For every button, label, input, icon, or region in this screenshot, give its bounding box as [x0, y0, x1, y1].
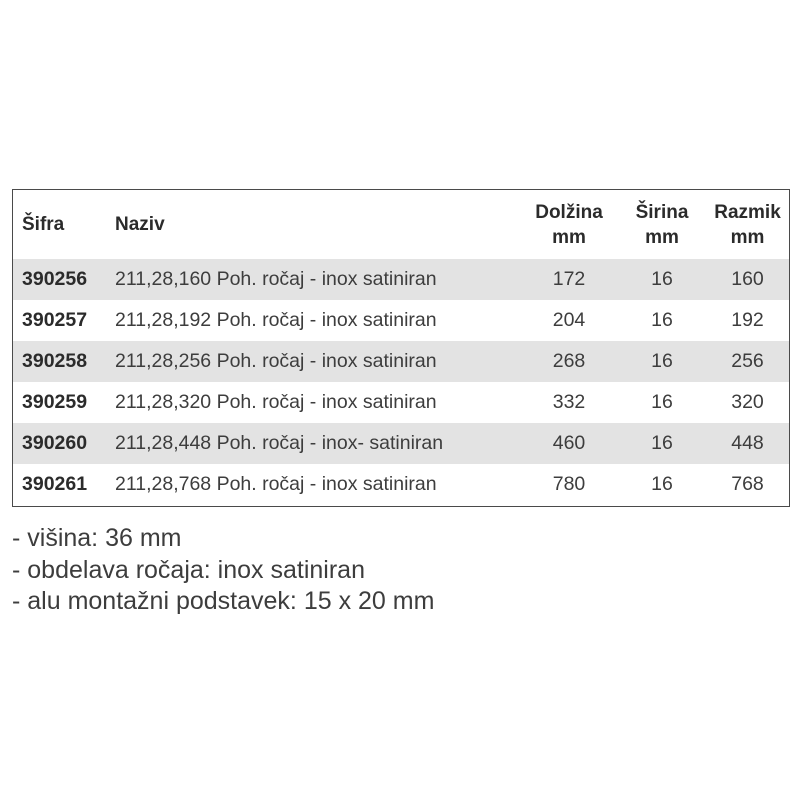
row-name: 211,28,160 Poh. ročaj - inox satiniran — [115, 268, 437, 290]
header-width — [618, 190, 706, 259]
row-width: 16 — [651, 473, 673, 495]
header-length-label: Dolžina — [535, 201, 603, 223]
product-table — [12, 189, 790, 507]
row-name: 211,28,256 Poh. ročaj - inox satiniran — [115, 350, 437, 372]
table-row — [13, 464, 789, 505]
row-width: 16 — [651, 391, 673, 413]
row-name: 211,28,768 Poh. ročaj - inox satiniran — [115, 473, 437, 495]
header-code: Šifra — [22, 214, 65, 235]
row-spacing: 320 — [731, 391, 764, 413]
row-length: 268 — [552, 350, 586, 372]
row-spacing: 192 — [731, 309, 764, 331]
header-length-unit: mm — [552, 226, 586, 248]
row-width: 16 — [651, 350, 673, 372]
header-spacing — [706, 190, 789, 259]
row-code: 390257 — [22, 309, 88, 331]
table-header-row — [13, 190, 789, 259]
row-spacing: 160 — [731, 268, 764, 290]
row-spacing: 768 — [731, 473, 764, 495]
header-spacing-label: Razmik — [714, 201, 781, 223]
header-length — [520, 190, 618, 259]
row-width: 16 — [651, 432, 673, 454]
header-name: Naziv — [115, 214, 165, 235]
row-width: 16 — [651, 309, 673, 331]
table-row — [13, 341, 789, 382]
header-width-label: Širina — [635, 201, 689, 223]
note-finish: - obdelava ročaja: inox satiniran — [12, 555, 365, 584]
table-row — [13, 259, 789, 300]
row-code: 390261 — [22, 473, 88, 495]
row-code: 390259 — [22, 391, 88, 413]
row-length: 460 — [552, 432, 586, 454]
product-table-grid — [13, 190, 789, 505]
row-code: 390260 — [22, 432, 88, 454]
row-code: 390258 — [22, 350, 88, 372]
header-width-unit: mm — [645, 226, 679, 248]
row-name: 211,28,320 Poh. ročaj - inox satiniran — [115, 391, 437, 413]
note-height: - višina: 36 mm — [12, 524, 182, 552]
row-length: 780 — [552, 473, 586, 495]
table-row — [13, 423, 789, 464]
row-width: 16 — [651, 268, 673, 290]
row-length: 204 — [552, 309, 586, 331]
spec-notes — [12, 523, 434, 618]
row-length: 172 — [552, 268, 586, 290]
row-spacing: 448 — [731, 432, 764, 454]
row-code: 390256 — [22, 268, 88, 290]
row-name: 211,28,192 Poh. ročaj - inox satiniran — [115, 309, 437, 331]
header-spacing-unit: mm — [730, 226, 765, 248]
row-spacing: 256 — [731, 350, 764, 372]
note-mount-base: - alu montažni podstavek: 15 x 20 mm — [12, 587, 435, 615]
row-length: 332 — [552, 391, 586, 413]
table-row — [13, 300, 789, 341]
table-row — [13, 382, 789, 423]
row-name: 211,28,448 Poh. ročaj - inox- satiniran — [115, 432, 444, 454]
